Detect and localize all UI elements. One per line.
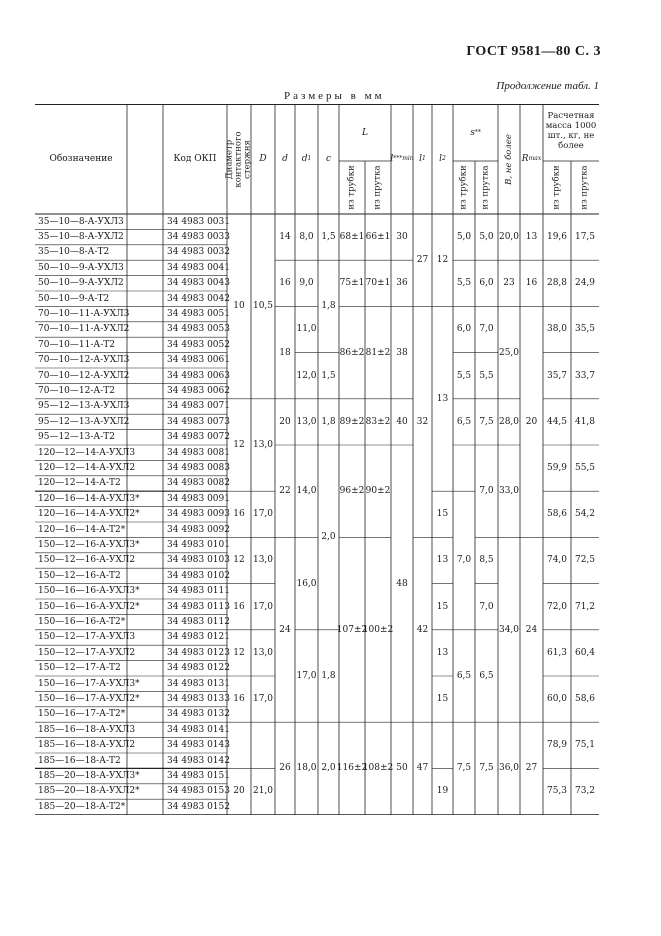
- designation-cell: 150—12—17-А-УХЛ2: [38, 647, 136, 658]
- col-B: B, не более: [503, 133, 514, 185]
- col-l2: l 2: [439, 154, 446, 164]
- lmin-value-cell: 36: [396, 278, 408, 289]
- c-value-cell: 1,8: [321, 416, 336, 427]
- st-value-cell: 6,5: [456, 670, 472, 681]
- col-L: L: [362, 127, 368, 138]
- sb-value-cell: 7,5: [479, 763, 494, 774]
- R-value-cell: 24: [525, 624, 538, 635]
- mb-value-cell: 33,7: [574, 370, 596, 381]
- mb-value-cell: 72,5: [574, 555, 596, 566]
- st-value-cell: 6,0: [456, 324, 472, 335]
- designation-cell: 70—10—11-А-УХЛ2: [38, 324, 130, 335]
- st-value-cell: 5,0: [456, 232, 472, 243]
- designation-cell: 185—20—18-А-УХЛ3*: [38, 771, 140, 782]
- R-value-cell: 13: [525, 232, 538, 243]
- c-value-cell: 1,8: [321, 301, 336, 312]
- okp-code-cell: 34 4983 0042: [167, 293, 230, 304]
- designation-cell: 70—10—12-А-УХЛ3: [38, 355, 130, 366]
- d1-value-cell: 11,0: [296, 324, 317, 335]
- rod-value-cell: 12: [233, 647, 245, 658]
- l2-value-cell: 13: [436, 393, 449, 404]
- lmin-value-cell: 30: [396, 232, 408, 243]
- l2-value-cell: 19: [436, 786, 449, 797]
- designation-cell: 120—16—14-А-УХЛ3*: [38, 493, 140, 504]
- designation-cell: 185—20—18-А-Т2*: [38, 801, 126, 812]
- designation-cell: 120—12—14-А-УХЛ3: [38, 447, 136, 458]
- st-value-cell: 7,0: [456, 555, 472, 566]
- B-value-cell: 33,0: [498, 486, 520, 497]
- designation-cell: 95—12—13-А-УХЛ3: [38, 401, 130, 412]
- Lb-value-cell: 81±2: [365, 347, 391, 358]
- D-value-cell: 10,5: [252, 301, 274, 312]
- okp-code-cell: 34 4983 0061: [167, 355, 230, 366]
- Lt-value-cell: 68±1: [339, 232, 365, 243]
- d-value-cell: 20: [279, 416, 291, 427]
- designation-cell: 150—12—17-А-УХЛ3: [38, 632, 136, 643]
- okp-code-cell: 34 4983 0131: [167, 678, 230, 689]
- designation-cell: 50—10—9-А-УХЛ2: [38, 278, 124, 289]
- col-s: s **: [470, 127, 481, 138]
- designation-cell: 150—12—16-А-УХЛ3*: [38, 540, 140, 551]
- d1-value-cell: 16,0: [296, 578, 317, 589]
- okp-code-cell: 34 4983 0132: [167, 709, 230, 720]
- d-value-cell: 14: [279, 232, 291, 243]
- designation-cell: 150—16—16-А-Т2*: [38, 617, 126, 628]
- okp-code-cell: 34 4983 0102: [167, 570, 230, 581]
- l1-value-cell: 27: [416, 255, 429, 266]
- lmin-value-cell: 48: [396, 578, 408, 589]
- c-value-cell: 1,8: [321, 670, 336, 681]
- okp-code-cell: 34 4983 0071: [167, 401, 230, 412]
- d1-value-cell: 14,0: [296, 486, 317, 497]
- designation-cell: 35—10—8-А-УХЛ2: [38, 232, 124, 243]
- R-value-cell: 20: [525, 416, 538, 427]
- l1-value-cell: 47: [416, 763, 429, 774]
- st-value-cell: 7,5: [456, 763, 472, 774]
- okp-code-cell: 34 4983 0112: [167, 617, 230, 628]
- okp-code-cell: 34 4983 0033: [167, 232, 230, 243]
- mb-value-cell: 54,2: [574, 509, 596, 520]
- rod-value-cell: 12: [233, 439, 245, 450]
- col-lmin: l *** min: [390, 154, 414, 164]
- okp-code-cell: 34 4983 0051: [167, 309, 230, 320]
- col-mass-bar: из прутка: [579, 165, 590, 210]
- d-value-cell: 22: [279, 486, 291, 497]
- okp-code-cell: 34 4983 0093: [167, 509, 230, 520]
- mb-value-cell: 55,5: [574, 463, 596, 474]
- Lb-value-cell: 70±1: [365, 278, 391, 289]
- l2-value-cell: 15: [436, 509, 449, 520]
- designation-cell: 70—10—11-А-Т2: [38, 339, 115, 350]
- col-D: D: [259, 154, 267, 164]
- mt-value-cell: 35,7: [546, 370, 568, 381]
- designation-cell: 120—12—14-А-Т2: [38, 478, 121, 489]
- dimensions-table: [35, 104, 599, 818]
- rod-value-cell: 16: [233, 601, 245, 612]
- d-value-cell: 26: [279, 763, 291, 774]
- okp-code-cell: 34 4983 0053: [167, 324, 230, 335]
- okp-code-cell: 34 4983 0141: [167, 724, 230, 735]
- mt-value-cell: 74,0: [546, 555, 568, 566]
- units-caption: Размеры в мм: [284, 90, 385, 102]
- col-mass: Расчетная масса 1000 шт., кг, не более: [545, 111, 597, 151]
- Lb-value-cell: 66±1: [365, 232, 391, 243]
- B-value-cell: 25,0: [498, 347, 520, 358]
- mt-value-cell: 78,9: [546, 740, 568, 751]
- mb-value-cell: 35,5: [574, 324, 596, 335]
- rod-value-cell: 16: [233, 509, 245, 520]
- rod-value-cell: 12: [233, 555, 245, 566]
- mb-value-cell: 58,6: [574, 694, 596, 705]
- designation-cell: 185—16—18-А-УХЛ3: [38, 724, 136, 735]
- mb-value-cell: 24,9: [574, 278, 596, 289]
- mt-value-cell: 28,8: [546, 278, 568, 289]
- d-value-cell: 18: [279, 347, 291, 358]
- sb-value-cell: 8,5: [479, 555, 494, 566]
- Lt-value-cell: 89±2: [339, 416, 365, 427]
- okp-code-cell: 34 4983 0081: [167, 447, 230, 458]
- designation-cell: 185—16—18-А-УХЛ2: [38, 740, 136, 751]
- designation-cell: 120—12—14-А-УХЛ2: [38, 463, 136, 474]
- okp-code-cell: 34 4983 0151: [167, 771, 230, 782]
- st-value-cell: 5,5: [456, 278, 472, 289]
- designation-cell: 150—16—16-А-УХЛ3*: [38, 586, 140, 597]
- designation-cell: 150—12—16-А-Т2: [38, 570, 121, 581]
- okp-code-cell: 34 4983 0142: [167, 755, 230, 766]
- Lt-value-cell: 116±2: [336, 763, 368, 774]
- d1-value-cell: 9,0: [299, 278, 314, 289]
- B-value-cell: 20,0: [498, 232, 520, 243]
- okp-code-cell: 34 4983 0091: [167, 493, 230, 504]
- l1-value-cell: 32: [416, 416, 429, 427]
- okp-code-cell: 34 4983 0113: [167, 601, 230, 612]
- D-value-cell: [251, 722, 275, 768]
- l2-value-cell: 13: [436, 555, 449, 566]
- col-L-tube: из трубки: [346, 165, 357, 210]
- sb-value-cell: 5,0: [479, 232, 494, 243]
- sb-value-cell: 7,5: [479, 416, 494, 427]
- d1-value-cell: 8,0: [299, 232, 314, 243]
- designation-cell: 150—12—16-А-УХЛ2: [38, 555, 136, 566]
- col-d: d: [282, 154, 288, 164]
- d1-value-cell: 17,0: [296, 670, 317, 681]
- l2-value-cell: 15: [436, 601, 449, 612]
- designation-cell: 95—12—13-А-УХЛ2: [38, 416, 130, 427]
- l2-value-cell: [432, 722, 453, 768]
- designation-cell: 95—12—13-А-Т2: [38, 432, 115, 443]
- l2-value-cell: 12: [436, 255, 449, 266]
- okp-code-cell: 34 4983 0031: [167, 216, 230, 227]
- lmin-value-cell: 50: [396, 763, 408, 774]
- okp-code-cell: 34 4983 0152: [167, 801, 230, 812]
- st-value-cell: [453, 445, 475, 491]
- B-value-cell: 34,0: [498, 624, 520, 635]
- l1-value-cell: 42: [416, 624, 429, 635]
- okp-code-cell: 34 4983 0122: [167, 663, 230, 674]
- D-value-cell: 13,0: [252, 647, 274, 658]
- lmin-value-cell: 40: [396, 416, 408, 427]
- col-Rmax: R max: [521, 154, 542, 164]
- D-value-cell: 17,0: [252, 509, 274, 520]
- designation-cell: 35—10—8-А-УХЛ3: [38, 216, 124, 227]
- okp-code-cell: 34 4983 0111: [167, 586, 230, 597]
- col-designation: Обозначение: [49, 154, 113, 164]
- mb-value-cell: 17,5: [574, 232, 596, 243]
- okp-code-cell: 34 4983 0153: [167, 786, 230, 797]
- okp-code-cell: 34 4983 0082: [167, 478, 230, 489]
- col-c: c: [325, 154, 332, 164]
- okp-code-cell: 34 4983 0083: [167, 463, 230, 474]
- B-value-cell: 36,0: [498, 763, 520, 774]
- mb-value-cell: 75,1: [574, 740, 596, 751]
- okp-code-cell: 34 4983 0052: [167, 339, 230, 350]
- D-value-cell: 13,0: [252, 555, 274, 566]
- designation-cell: 50—10—9-А-УХЛ3: [38, 262, 124, 273]
- mt-value-cell: 44,5: [546, 416, 568, 427]
- c-value-cell: 2,0: [321, 532, 336, 543]
- d1-value-cell: 13,0: [296, 416, 317, 427]
- Lt-value-cell: 75±1: [339, 278, 365, 289]
- d1-value-cell: 18,0: [296, 763, 317, 774]
- B-value-cell: 28,0: [498, 416, 520, 427]
- col-l1: l 1: [419, 154, 426, 164]
- mb-value-cell: 73,2: [574, 786, 596, 797]
- l2-value-cell: 15: [436, 694, 449, 705]
- designation-cell: 150—16—17-А-УХЛ3*: [38, 678, 140, 689]
- R-value-cell: 27: [525, 763, 538, 774]
- D-value-cell: 21,0: [252, 786, 274, 797]
- R-value-cell: 16: [525, 278, 538, 289]
- rod-value-cell: [227, 722, 251, 768]
- col-d1: d 1: [301, 154, 312, 164]
- col-s-tube: из трубки: [458, 165, 469, 210]
- designation-cell: 50—10—9-А-Т2: [38, 293, 110, 304]
- mb-value-cell: 71,2: [574, 601, 596, 612]
- designation-cell: 185—20—18-А-УХЛ2*: [38, 786, 140, 797]
- okp-code-cell: 34 4983 0041: [167, 262, 230, 273]
- col-s-bar: из прутка: [481, 165, 492, 210]
- okp-code-cell: 34 4983 0143: [167, 740, 230, 751]
- designation-cell: 120—16—14-А-УХЛ2*: [38, 509, 140, 520]
- designation-cell: 150—16—17-А-Т2*: [38, 709, 126, 720]
- rod-value-cell: 20: [233, 786, 245, 797]
- okp-code-cell: 34 4983 0103: [167, 555, 230, 566]
- okp-code-cell: 34 4983 0092: [167, 524, 230, 535]
- mt-value-cell: 60,0: [546, 694, 568, 705]
- Lb-value-cell: 83±2: [365, 416, 391, 427]
- lmin-value-cell: 38: [396, 347, 408, 358]
- sb-value-cell: 6,0: [479, 278, 494, 289]
- mb-value-cell: 60,4: [574, 647, 596, 658]
- designation-cell: 150—12—17-А-Т2: [38, 663, 121, 674]
- mb-value-cell: 41,8: [574, 416, 596, 427]
- okp-code-cell: 34 4983 0043: [167, 278, 230, 289]
- okp-code-cell: 34 4983 0123: [167, 647, 230, 658]
- rod-value-cell: 10: [233, 301, 245, 312]
- Lb-value-cell: 108±2: [362, 763, 394, 774]
- designation-cell: 70—10—11-А-УХЛ3: [38, 309, 130, 320]
- B-value-cell: 23: [503, 278, 515, 289]
- D-value-cell: 13,0: [252, 439, 274, 450]
- mt-value-cell: 59,9: [546, 463, 568, 474]
- mt-value-cell: 75,3: [546, 786, 568, 797]
- d-value-cell: 16: [279, 278, 291, 289]
- rod-value-cell: 16: [233, 694, 245, 705]
- designation-cell: 150—16—16-А-УХЛ2*: [38, 601, 140, 612]
- designation-cell: 120—16—14-А-Т2*: [38, 524, 126, 535]
- col-mass-tube: из трубки: [551, 165, 562, 210]
- st-value-cell: 5,5: [456, 370, 472, 381]
- okp-code-cell: 34 4983 0121: [167, 632, 230, 643]
- mt-value-cell: 58,6: [546, 509, 568, 520]
- designation-cell: 35—10—8-А-Т2: [38, 247, 110, 258]
- designation-cell: 70—10—12-А-Т2: [38, 386, 115, 397]
- okp-code-cell: 34 4983 0032: [167, 247, 230, 258]
- d1-value-cell: 12,0: [296, 370, 317, 381]
- okp-code-cell: 34 4983 0063: [167, 370, 230, 381]
- okp-code-cell: 34 4983 0133: [167, 694, 230, 705]
- sb-value-cell: 6,5: [479, 670, 494, 681]
- mt-value-cell: 38,0: [546, 324, 568, 335]
- l2-value-cell: 13: [436, 647, 449, 658]
- designation-cell: 70—10—12-А-УХЛ2: [38, 370, 130, 381]
- okp-code-cell: 34 4983 0072: [167, 432, 230, 443]
- mt-value-cell: 72,0: [546, 601, 568, 612]
- col-rod-diameter: Диаметр контактного стержня: [224, 130, 253, 188]
- okp-code-cell: 34 4983 0062: [167, 386, 230, 397]
- mt-value-cell: 19,6: [546, 232, 568, 243]
- Lb-value-cell: 90±2: [365, 486, 391, 497]
- d-value-cell: 24: [279, 624, 291, 635]
- designation-cell: 185—16—18-А-Т2: [38, 755, 121, 766]
- Lb-value-cell: 100±2: [362, 624, 394, 635]
- mt-value-cell: 61,3: [546, 647, 568, 658]
- sb-value-cell: 7,0: [479, 601, 494, 612]
- sb-value-cell: 7,0: [479, 486, 494, 497]
- table-continuation: Продолжение табл. 1: [496, 80, 599, 92]
- page-header: ГОСТ 9581—80 С. 3: [466, 44, 601, 59]
- c-value-cell: 1,5: [321, 232, 336, 243]
- st-value-cell: 6,5: [456, 416, 472, 427]
- c-value-cell: 1,5: [321, 370, 336, 381]
- okp-code-cell: 34 4983 0073: [167, 416, 230, 427]
- Lt-value-cell: 86±2: [339, 347, 365, 358]
- designation-cell: 150—16—17-А-УХЛ2*: [38, 694, 140, 705]
- Lt-value-cell: 107±2: [336, 624, 368, 635]
- D-value-cell: 17,0: [252, 601, 274, 612]
- Lt-value-cell: 96±2: [339, 486, 365, 497]
- col-L-bar: из прутка: [372, 165, 383, 210]
- col-okp: Код ОКП: [173, 154, 217, 164]
- okp-code-cell: 34 4983 0101: [167, 540, 230, 551]
- c-value-cell: 2,0: [321, 763, 336, 774]
- sb-value-cell: 5,5: [479, 370, 494, 381]
- D-value-cell: 17,0: [252, 694, 274, 705]
- sb-value-cell: 7,0: [479, 324, 494, 335]
